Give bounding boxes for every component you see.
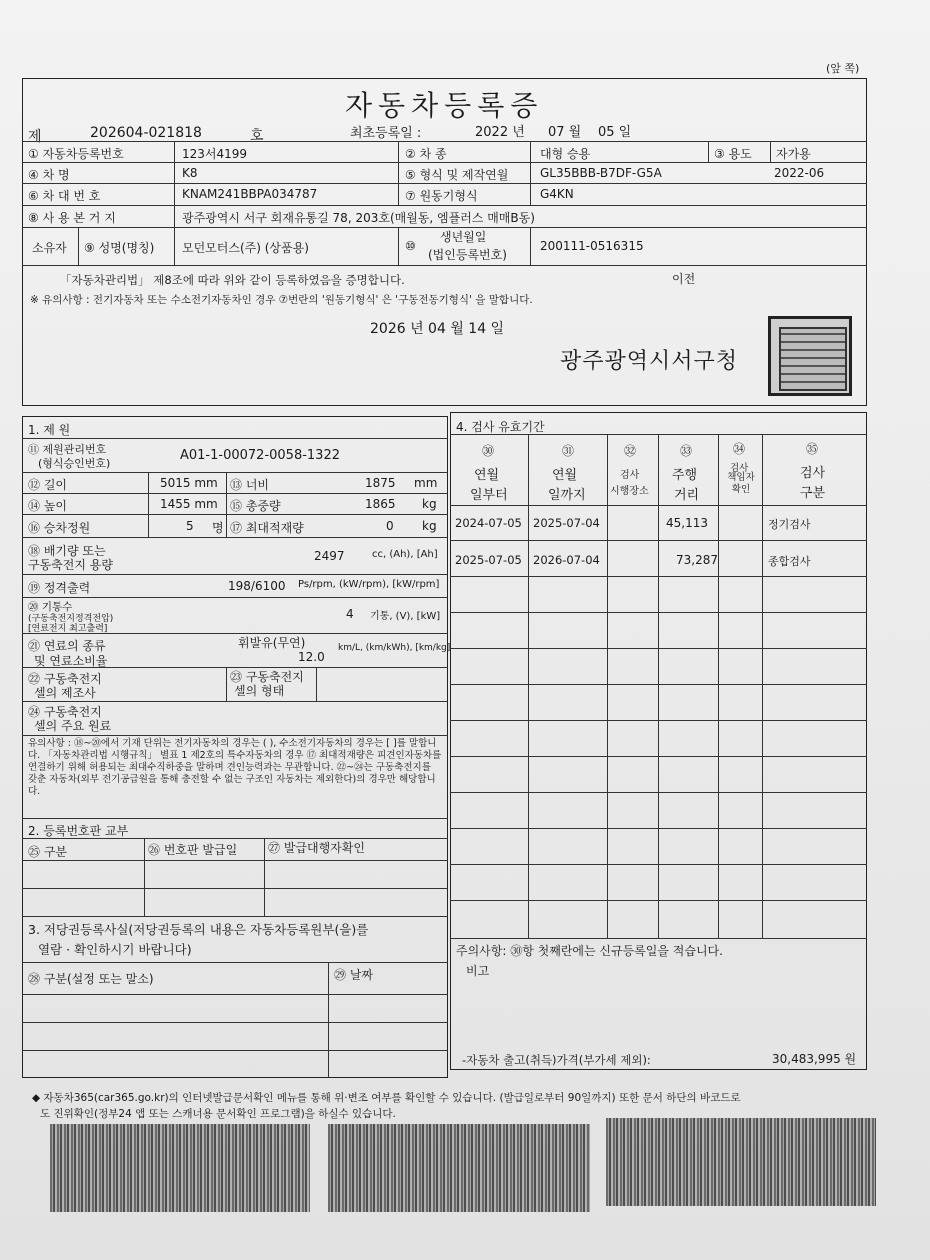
grid-line	[22, 537, 448, 538]
row2-type: 종합검사	[768, 555, 811, 568]
battery-maker-label: ㉒ 구동축전지	[28, 672, 102, 686]
grid-line	[22, 994, 448, 995]
grid-line	[762, 434, 763, 938]
barcode-1	[50, 1124, 310, 1212]
grid-line	[22, 438, 448, 439]
car-type: 대형 승용	[540, 147, 591, 161]
header-place-2: 시행장소	[610, 486, 649, 497]
header-to-2: 일까지	[548, 488, 586, 503]
battery-form-label-2: 셀의 형태	[234, 684, 285, 698]
row2-km: 73,287	[676, 553, 718, 567]
battery-material-label-2: 셀의 주요 원료	[34, 719, 112, 733]
owner-name-label: ⑨ 성명(명칭)	[84, 241, 155, 255]
grid-line	[144, 838, 145, 916]
width-value: 1875	[365, 476, 396, 490]
barcode-3	[606, 1118, 876, 1206]
approval-label-2: (형식승인번호)	[38, 457, 111, 470]
reg-no: 123서4199	[182, 147, 248, 161]
specs-title: 1. 제 원	[28, 423, 71, 437]
base-address: 광주광역시 서구 회재유통길 78, 203호(매월동, 엠플러스 매매B동)	[182, 211, 535, 225]
power-value: 198/6100	[228, 579, 286, 593]
grid-line	[450, 900, 867, 901]
fuel-efficiency: 12.0	[298, 650, 325, 664]
displacement-label-2: 구동축전지 용량	[28, 558, 113, 572]
first-reg-day: 05 일	[598, 125, 632, 140]
grid-line	[450, 684, 867, 685]
grid-line	[22, 1022, 448, 1023]
grid-line	[22, 888, 448, 889]
first-reg-year: 2022 년	[475, 125, 525, 140]
grid-line	[398, 141, 399, 205]
grid-line	[450, 540, 867, 541]
header-num: ㉝	[680, 444, 693, 458]
inspection-title: 4. 검사 유효기간	[456, 420, 545, 434]
row1-to: 2025-07-04	[533, 516, 600, 530]
cylinders-label-3: [연료전지 최고출력]	[28, 624, 108, 634]
fuel-label-2: 및 연료소비율	[34, 654, 108, 668]
grid-line	[22, 574, 448, 575]
header-mileage: 주행	[672, 468, 698, 483]
row1-km: 45,113	[666, 516, 708, 530]
gross-weight-unit: kg	[422, 497, 437, 511]
birth-value: 200111-0516315	[540, 239, 644, 253]
height-value: 1455 mm	[160, 497, 218, 511]
displacement-label: ⑱ 배기량 또는	[28, 544, 106, 558]
plate-col-type: ㉕ 구분	[28, 845, 67, 859]
footer-text: ◆ 자동차365(car365.go.kr)의 인터넷발급문서확인 메뉴를 통해 위·변조 여부를 확인할 수 있습니다. (발급일로부터 90일까지) 또한 문서 하단의 바코드로	[32, 1092, 741, 1104]
grid-line	[22, 916, 448, 917]
engine-label: ⑦ 원동기형식	[405, 189, 478, 203]
header-from-2: 일부터	[470, 488, 508, 503]
gross-weight-label: ⑮ 총중량	[230, 499, 281, 513]
power-label: ⑲ 정격출력	[28, 581, 91, 595]
issuer: 광주광역시서구청	[560, 349, 739, 374]
grid-line	[22, 860, 448, 861]
battery-maker-label-2: 셀의 제조사	[34, 686, 96, 700]
grid-line	[22, 162, 867, 163]
grid-line	[78, 227, 79, 265]
remarks-label: 비고	[466, 964, 490, 978]
price-label: -자동차 출고(취득)가격(부가세 제외):	[462, 1053, 651, 1067]
document-title: 자동차등록증	[345, 89, 544, 122]
inspection-notice: 주의사항: ㉚항 첫째란에는 신규등록일을 적습니다.	[456, 944, 723, 958]
grid-line	[22, 1050, 448, 1051]
note-text: ※ 유의사항 : 전기자동차 또는 수소전기자동차인 경우 ⑦번란의 '원동기형식' 은 '구동전동기형식' 을 말합니다.	[30, 294, 533, 306]
grid-line	[450, 792, 867, 793]
header-mileage-2: 거리	[674, 488, 700, 503]
fuel-label: ㉑ 연료의 종류	[28, 639, 106, 653]
length-label: ⑫ 길이	[28, 478, 67, 492]
certify-text: 「자동차관리법」 제8조에 따라 위와 같이 등록하였음을 증명합니다.	[60, 273, 405, 287]
plate-title: 2. 등록번호판 교부	[28, 824, 129, 838]
grid-line	[708, 141, 709, 162]
grid-line	[450, 756, 867, 757]
grid-line	[530, 141, 531, 205]
height-label: ⑭ 높이	[28, 499, 67, 513]
vin-label: ⑥ 차 대 번 호	[28, 189, 101, 203]
max-load-unit: kg	[422, 519, 437, 533]
issue-date: 2026 년 04 월 14 일	[370, 321, 505, 337]
power-unit: Ps/rpm, (kW/rpm), [kW/rpm]	[298, 579, 440, 590]
max-load-value: 0	[386, 519, 394, 533]
grid-line	[770, 141, 771, 162]
model-date: 2022-06	[774, 166, 825, 180]
mortgage-title: 3. 저당권등록사실(저당권등록의 내용은 자동차등록원부(을)를	[28, 922, 369, 937]
certificate-number: 202604-021818	[90, 125, 202, 141]
grid-line	[528, 434, 529, 938]
grid-line	[658, 434, 659, 938]
transfer-text: 이전	[672, 272, 696, 286]
length-value: 5015 mm	[160, 476, 218, 490]
grid-line	[450, 864, 867, 865]
grid-line	[22, 633, 448, 634]
grid-line	[22, 514, 448, 515]
grid-line	[328, 962, 329, 1078]
base-label: ⑧ 사 용 본 거 지	[28, 211, 116, 225]
owner-label: 소유자	[32, 241, 67, 255]
grid-line	[22, 838, 448, 839]
footer-text-2: 도 진위확인(정부24 앱 또는 스캐너용 문서확인 프로그램)을 하실수 있습니다.	[40, 1108, 396, 1120]
header-num: ㉛	[562, 444, 575, 458]
grid-line	[450, 612, 867, 613]
seats-unit: 명	[212, 521, 224, 535]
header-num: ㉚	[482, 444, 495, 458]
first-reg-label: 최초등록일 :	[350, 126, 422, 141]
header-from: 연월	[474, 468, 500, 483]
grid-line	[607, 434, 608, 938]
mortgage-col-date: ㉙ 날짜	[334, 968, 373, 982]
grid-line	[226, 667, 227, 701]
car-name: K8	[182, 166, 198, 180]
seats-value: 5	[186, 519, 194, 533]
vin: KNAM241BBPA034787	[182, 187, 318, 201]
grid-line	[450, 720, 867, 721]
use-label: ③ 용도	[714, 147, 752, 161]
header-num: ㉞	[733, 442, 746, 456]
grid-line	[398, 227, 399, 265]
grid-line	[22, 597, 448, 598]
header-place: 검사	[620, 470, 640, 481]
reg-no-label: ① 자동차등록번호	[28, 147, 124, 161]
battery-material-label: ㉔ 구동축전지	[28, 705, 102, 719]
grid-line	[22, 735, 448, 736]
row2-to: 2026-07-04	[533, 553, 600, 567]
birth-label-corp: (법인등록번호)	[428, 248, 507, 262]
displacement-unit: cc, (Ah), [Ah]	[372, 549, 438, 560]
official-seal	[768, 316, 852, 396]
header-officer-2: 책임자 확인	[727, 472, 755, 495]
birth-num: ⑩	[405, 239, 416, 253]
use-value: 자가용	[776, 147, 811, 161]
grid-line	[226, 472, 227, 537]
fuel-type: 휘발유(무연)	[238, 636, 306, 650]
header-num: ㉟	[806, 442, 819, 456]
mortgage-title-2: 열람 · 확인하시기 바랍니다)	[38, 942, 192, 957]
engine: G4KN	[540, 187, 574, 201]
header-type-2: 구분	[800, 486, 826, 501]
seats-label: ⑯ 승차정원	[28, 521, 91, 535]
grid-line	[450, 828, 867, 829]
number-label: 제	[28, 129, 42, 145]
approval-label: ⑪ 제원관리번호	[28, 443, 107, 456]
battery-form-label: ㉓ 구동축전지	[230, 670, 304, 684]
birth-label: 생년월일	[440, 230, 487, 244]
grid-line	[174, 141, 175, 265]
header-officer: 검사	[730, 463, 749, 474]
front-mark: (앞 쪽)	[826, 62, 860, 75]
gross-weight-value: 1865	[365, 497, 396, 511]
specs-notice: 유의사항 : ⑱~⑳에서 기재 단위는 전기자동차의 경우는 ( ), 수소전기자동차의 경우는 [ ]를 말합니다. 「자동차관리법 시행규칙」 별표 1 제2호의 특수자동차의 경우 ⑰ 최대적재량은 피견인자동차를 연결하기 위해 허용되는 최대수직하중을 말하며 견인능력과는 무관합니다. ㉒~㉔는 구동축전지를 갖춘 자동차(외부 전기공급원을 통해 충전할 수 없는 구조인 자동차는 제외한다)의 경우만 해당합니다.	[28, 738, 442, 797]
grid-line	[22, 818, 448, 819]
model-value: GL35BBB-B7DF-G5A	[540, 166, 662, 180]
cylinders-unit: 기통, (V), [kW]	[370, 611, 441, 622]
grid-line	[22, 472, 448, 473]
row1-type: 정기검사	[768, 518, 811, 531]
grid-line	[22, 962, 448, 963]
grid-line	[22, 183, 867, 184]
plate-col-agent: ㉗ 발급대행자확인	[268, 841, 365, 855]
grid-line	[450, 576, 867, 577]
grid-line	[450, 938, 867, 939]
grid-line	[22, 205, 867, 206]
mortgage-col-type: ㉘ 구분(설정 또는 말소)	[28, 972, 154, 986]
grid-line	[530, 227, 531, 265]
max-load-label: ⑰ 최대적재량	[230, 521, 304, 535]
grid-line	[316, 667, 317, 701]
grid-line	[148, 472, 149, 537]
price-value: 30,483,995 원	[772, 1052, 857, 1066]
header-type: 검사	[800, 466, 826, 481]
car-type-label: ② 차 종	[405, 147, 447, 161]
row2-from: 2025-07-05	[455, 553, 522, 567]
number-suffix: 호	[250, 128, 264, 144]
width-label: ⑬ 너비	[230, 478, 269, 492]
approval-number: A01-1-00072-0058-1322	[180, 448, 340, 463]
owner-name: 모던모터스(주) (상품용)	[182, 241, 309, 255]
header-to: 연월	[552, 468, 578, 483]
plate-col-date: ㉖ 번호판 발급일	[148, 843, 238, 857]
cylinders-label: ⑳ 기통수	[28, 601, 73, 613]
fuel-unit: km/L, (km/kWh), [km/kg]	[338, 643, 451, 653]
width-unit: mm	[414, 476, 438, 490]
cylinders-label-2: (구동축전지정격전압)	[28, 614, 114, 624]
row1-from: 2024-07-05	[455, 516, 522, 530]
grid-line	[22, 265, 867, 266]
grid-line	[264, 838, 265, 916]
grid-line	[718, 434, 719, 938]
cylinders-value: 4	[346, 607, 354, 621]
header-num: ㉜	[624, 444, 637, 458]
car-name-label: ④ 차 명	[28, 168, 70, 182]
barcode-2	[328, 1124, 590, 1212]
model-label: ⑤ 형식 및 제작연월	[405, 168, 509, 182]
first-reg-month: 07 월	[548, 125, 582, 140]
grid-line	[22, 701, 448, 702]
grid-line	[450, 648, 867, 649]
displacement-value: 2497	[314, 549, 345, 563]
grid-line	[22, 141, 867, 142]
grid-line	[22, 493, 448, 494]
